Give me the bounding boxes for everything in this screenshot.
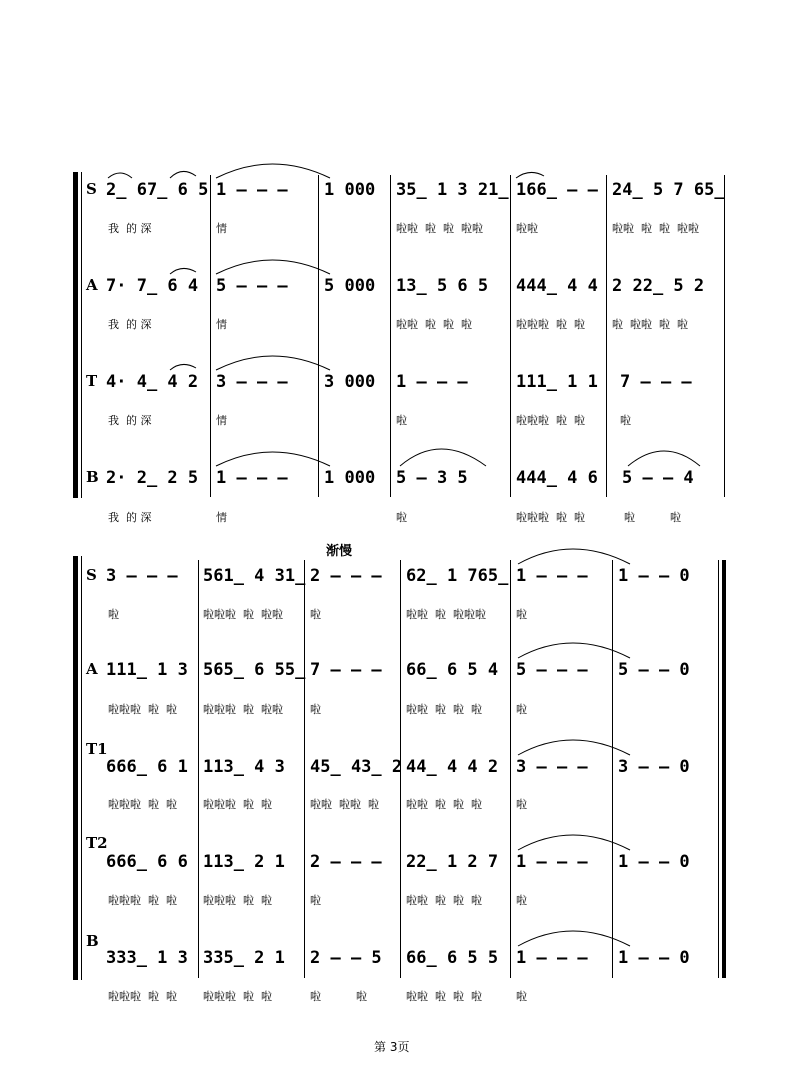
bass-m10: 66̲ 6 5 5 <box>406 948 499 968</box>
tenor1-m11: 3 – – – <box>516 757 588 777</box>
soprano-m5: 166̲ – – <box>516 180 598 200</box>
bass-m6: 5 – – 4 <box>622 468 694 488</box>
voice-label-tenor: T <box>86 372 98 390</box>
page-number: 第 3页 <box>374 1040 410 1054</box>
tenor1-lyric-m7: 啦啦啦 啦 啦 <box>108 798 177 811</box>
bass-m12: 1 – – 0 <box>618 948 690 968</box>
bass-lyric-m8: 啦啦啦 啦 啦 <box>203 990 272 1003</box>
tenor2-m9: 2 – – – <box>310 852 382 872</box>
tenor-m3: 3 000 <box>324 372 376 392</box>
bass-lyric-m6: 啦 啦 <box>624 511 681 524</box>
alto-m2: 5 – – – <box>216 276 288 296</box>
tenor-lyric-m6: 啦 <box>620 414 631 427</box>
tenor1-lyric-m9: 啦啦 啦啦 啦 <box>310 798 379 811</box>
soprano-m7: 3 – – – <box>106 566 178 586</box>
bass-m2: 1 – – – <box>216 468 288 488</box>
tie <box>518 643 630 658</box>
soprano-m3: 1 000 <box>324 180 376 200</box>
soprano-m12: 1 – – 0 <box>618 566 690 586</box>
tie <box>216 164 330 178</box>
tenor1-m8: 113̲ 4 3 <box>203 757 285 777</box>
tenor-m1: 4· 4̲ 4 2 <box>106 372 199 392</box>
tenor1-m12: 3 – – 0 <box>618 757 690 777</box>
alto-m9: 7 – – – <box>310 660 382 680</box>
tenor1-lyric-m11: 啦 <box>516 798 527 811</box>
alto-lyric-m4: 啦啦 啦 啦 啦 <box>396 318 472 331</box>
tie <box>518 740 630 755</box>
tie <box>518 835 630 850</box>
bass-lyric-m4: 啦 <box>396 511 407 524</box>
tenor-m2: 3 – – – <box>216 372 288 392</box>
voice-label-soprano: S <box>86 180 97 198</box>
tie <box>216 260 330 274</box>
tenor-lyric-m5: 啦啦啦 啦 啦 <box>516 414 585 427</box>
voice-label-alto: A <box>86 276 98 294</box>
bass-lyric-m11: 啦 <box>516 990 527 1003</box>
tenor2-lyric-m7: 啦啦啦 啦 啦 <box>108 894 177 907</box>
bass-lyric-m2: 情 <box>216 511 227 524</box>
slur <box>628 451 700 466</box>
bass-m7: 333̲ 1 3 <box>106 948 188 968</box>
tenor-lyric-m4: 啦 <box>396 414 407 427</box>
soprano-lyric-m7: 啦 <box>108 608 119 621</box>
tenor1-m9: 45̲ 43̲ 2 <box>310 757 403 777</box>
tenor-m6: 7 – – – <box>620 372 692 392</box>
soprano-lyric-m1: 我 的 深 <box>108 222 152 235</box>
soprano-m10: 62̲ 1 765̲ <box>406 566 509 586</box>
alto-lyric-m1: 我 的 深 <box>108 318 152 331</box>
bass-lyric-m10: 啦啦 啦 啦 啦 <box>406 990 482 1003</box>
soprano-lyric-m5: 啦啦 <box>516 222 538 235</box>
soprano-m11: 1 – – – <box>516 566 588 586</box>
soprano-lyric-m11: 啦 <box>516 608 527 621</box>
voice-label-alto: A <box>86 660 98 678</box>
slur <box>400 449 486 466</box>
alto-lyric-m5: 啦啦啦 啦 啦 <box>516 318 585 331</box>
tenor1-lyric-m8: 啦啦啦 啦 啦 <box>203 798 272 811</box>
tenor1-m7: 666̲ 6 1 <box>106 757 188 777</box>
alto-m10: 66̲ 6 5 4 <box>406 660 499 680</box>
soprano-lyric-m4: 啦啦 啦 啦 啦啦 <box>396 222 483 235</box>
tenor2-lyric-m8: 啦啦啦 啦 啦 <box>203 894 272 907</box>
tenor-m5: 111̲ 1 1 <box>516 372 598 392</box>
tenor2-m7: 666̲ 6 6 <box>106 852 188 872</box>
alto-m8: 565̲ 6 55̲ <box>203 660 306 680</box>
alto-m6: 2 22̲ 5 2 <box>612 276 705 296</box>
bass-lyric-m7: 啦啦啦 啦 啦 <box>108 990 177 1003</box>
bass-m1: 2· 2̲ 2 5 <box>106 468 199 488</box>
tenor1-lyric-m10: 啦啦 啦 啦 啦 <box>406 798 482 811</box>
soprano-lyric-m10: 啦啦 啦 啦啦啦 <box>406 608 486 621</box>
tenor2-lyric-m11: 啦 <box>516 894 527 907</box>
tenor-lyric-m1: 我 的 深 <box>108 414 152 427</box>
tie <box>518 931 630 946</box>
slur <box>170 268 196 274</box>
soprano-lyric-m8: 啦啦啦 啦 啦啦 <box>203 608 283 621</box>
slur <box>108 173 132 178</box>
tenor2-m11: 1 – – – <box>516 852 588 872</box>
soprano-m4: 35̲ 1 3 21̲ <box>396 180 509 200</box>
soprano-m2: 1 – – – <box>216 180 288 200</box>
tenor2-m10: 22̲ 1 2 7 <box>406 852 499 872</box>
alto-m11: 5 – – – <box>516 660 588 680</box>
slur <box>170 364 196 370</box>
slur <box>170 171 196 178</box>
bass-m11: 1 – – – <box>516 948 588 968</box>
soprano-lyric-m9: 啦 <box>310 608 321 621</box>
alto-lyric-m11: 啦 <box>516 703 527 716</box>
alto-m1: 7· 7̲ 6 4 <box>106 276 199 296</box>
bass-m5: 444̲ 4 6 <box>516 468 598 488</box>
tenor2-m8: 113̲ 2 1 <box>203 852 285 872</box>
voice-label-tenor-1: T1 <box>86 740 108 758</box>
soprano-m1: 2̲ 67̲ 6 5 <box>106 180 209 200</box>
tenor-lyric-m2: 情 <box>216 414 227 427</box>
bass-m8: 335̲ 2 1 <box>203 948 285 968</box>
voice-label-soprano: S <box>86 566 97 584</box>
tie <box>216 452 330 466</box>
tie <box>518 549 630 564</box>
alto-lyric-m8: 啦啦啦 啦 啦啦 <box>203 703 283 716</box>
alto-lyric-m7: 啦啦啦 啦 啦 <box>108 703 177 716</box>
voice-label-bass: B <box>86 468 99 486</box>
bass-lyric-m5: 啦啦啦 啦 啦 <box>516 511 585 524</box>
bass-lyric-m9: 啦 啦 <box>310 990 367 1003</box>
soprano-m6: 24̲ 5 7 65̲ <box>612 180 725 200</box>
soprano-m9: 2 – – – <box>310 566 382 586</box>
voice-label-tenor-2: T2 <box>86 834 108 852</box>
bass-m9: 2 – – 5 <box>310 948 382 968</box>
bass-m4: 5 – 3 5 <box>396 468 468 488</box>
soprano-lyric-m6: 啦啦 啦 啦 啦啦 <box>612 222 699 235</box>
bass-lyric-m1: 我 的 深 <box>108 511 152 524</box>
soprano-lyric-m2: 情 <box>216 222 227 235</box>
bass-m3: 1 000 <box>324 468 376 488</box>
tie <box>216 356 330 370</box>
soprano-m8: 561̲ 4 31̲ <box>203 566 306 586</box>
tenor2-m12: 1 – – 0 <box>618 852 690 872</box>
slur <box>516 172 544 178</box>
voice-label-bass: B <box>86 932 99 950</box>
alto-m5: 444̲ 4 4 <box>516 276 598 296</box>
tenor2-lyric-m10: 啦啦 啦 啦 啦 <box>406 894 482 907</box>
alto-m4: 13̲ 5 6 5 <box>396 276 489 296</box>
alto-lyric-m10: 啦啦 啦 啦 啦 <box>406 703 482 716</box>
tenor2-lyric-m9: 啦 <box>310 894 321 907</box>
alto-lyric-m6: 啦 啦啦 啦 啦 <box>612 318 688 331</box>
tempo-marking: 渐慢 <box>326 544 353 559</box>
alto-m7: 111̲ 1 3 <box>106 660 188 680</box>
alto-m3: 5 000 <box>324 276 376 296</box>
tenor1-m10: 44̲ 4 4 2 <box>406 757 499 777</box>
alto-m12: 5 – – 0 <box>618 660 690 680</box>
alto-lyric-m9: 啦 <box>310 703 321 716</box>
alto-lyric-m2: 情 <box>216 318 227 331</box>
tenor-m4: 1 – – – <box>396 372 468 392</box>
